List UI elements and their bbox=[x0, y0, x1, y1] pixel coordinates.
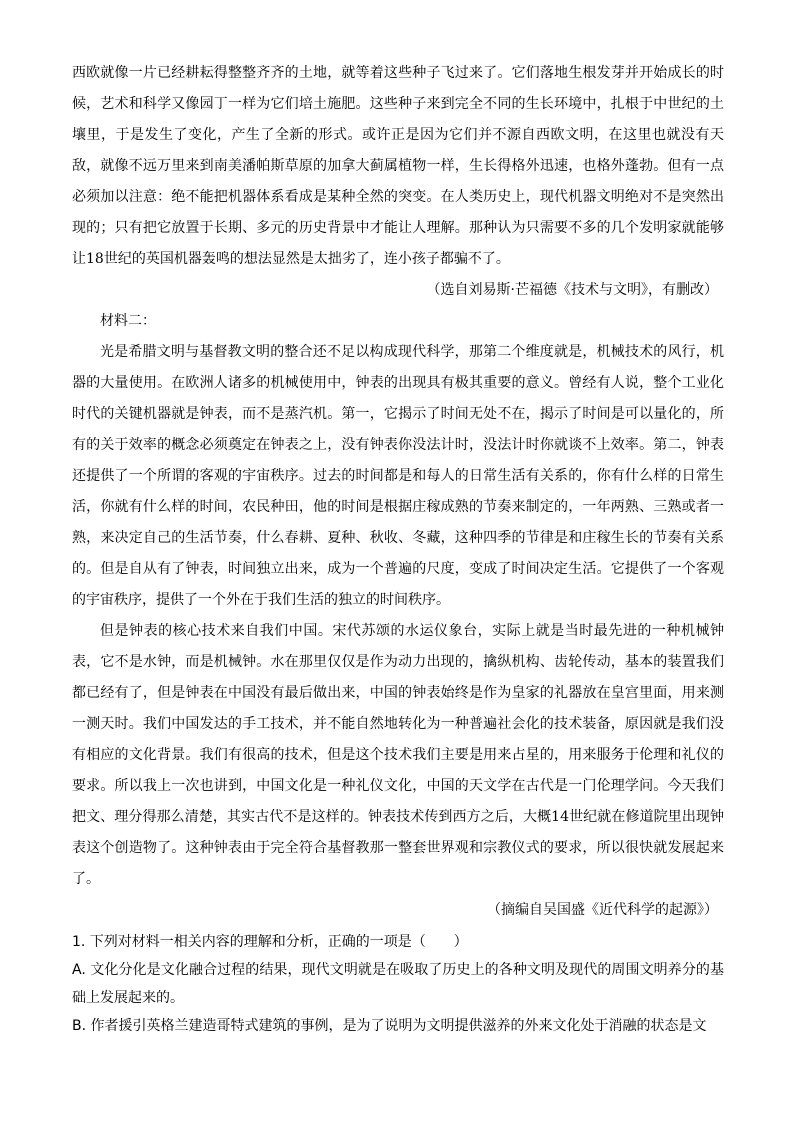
material2-paragraph-2: 但是钟表的核心技术来自我们中国。宋代苏颂的水运仪象台，实际上就是当时最先进的一种机械钟表，它不是水钟，而是机械钟。水在那里仅仅是作为动力出现的，擒纵机构、齿轮传动，基本的装置我们都已经有了，但是钟表在中国没有最后做出来，中国的钟表始终是作为皇家的礼器放在皇宫里面，用来测一测天时。我们中国发达的手工技术，并不能自然地转化为一种普遍社会化的技术装备，原因就是我们没有相应的文化背景。我们有很高的技术，但是这个技术我们主要是用来占星的，用来服务于伦理和礼仪的要求。所以我上一次也讲到，中国文化是一种礼仪文化，中国的天文学在古代是一门伦理学问。今天我们把文、理分得那么清楚，其实古代不是这样的。钟表技术传到西方之后，大概14世纪就在修道院里出现钟表这个创造物了。这种钟表由于完全符合基督教那一整套世界观和宗教仪式的要求，所以很快就发展起来了。 bbox=[72, 623, 724, 887]
question-1-option-b: B. 作者援引英格兰建造哥特式建筑的事例，是为了说明为文明提供滋养的外来文化处于消融的状态是文 bbox=[72, 1018, 707, 1034]
material1-paragraph-end: 西欧就像一片已经耕耘得整整齐齐的土地，就等着这些种子飞过来了。它们落地生根发芽并开始成长的时候，艺术和科学又像园丁一样为它们培土施肥。这些种子来到完全不同的生长环境中，扎根于中世纪的土壤里，于是发生了变化，产生了全新的形式。或许正是因为它们并不源自西欧文明，在这里也就没有天敌，就像不远万里来到南美潘帕斯草原的加拿大蓟属植物一样，生长得格外迅速，也格外蓬勃。但有一点必须加以注意：绝不能把机器体系看成是某种全然的突变。在人类历史上，现代机器文明绝对不是突然出现的；只有把它放置于长期、多元的历史背景中才能让人理解。那种认为只需要不多的几个发明家就能够让18世纪的英国机器轰鸣的想法显然是太拙劣了，连小孩子都骗不了。 bbox=[72, 65, 724, 267]
question-1-option-a: A. 文化分化是文化融合过程的结果，现代文明就是在吸取了历史上的各种文明及现代的周围文明养分的基础上发展起来的。 bbox=[72, 962, 724, 1006]
question-1-stem: 1. 下列对材料一相关内容的理解和分析，正确的一项是（ ） bbox=[72, 934, 468, 950]
material2-paragraph-1: 光是希腊文明与基督教文明的整合还不足以构成现代科学，那第二个维度就是，机械技术的风行，机器的大量使用。在欧洲人诸多的机械使用中，钟表的出现具有极其重要的意义。曾经有人说，整个工业化时代的关键机器就是钟表，而不是蒸汽机。第一，它揭示了时间无处不在，揭示了时间是可以量化的，所有的关于效率的概念必须奠定在钟表之上，没有钟表你没法计时，没法计时你就谈不上效率。第二，钟表还提供了一个所谓的客观的宇宙秩序。过去的时间都是和每人的日常生活有关系的，你有什么样的日常生活，你就有什么样的时间，农民种田，他的时间是根据庄稼成熟的节奏来制定的，一年两熟、三熟或者一熟，来决定自己的生活节奏，什么春耕、夏种、秋收、冬藏，这种四季的节律是和庄稼生长的节奏有关系的。但是自从有了钟表，时间独立出来，成为一个普遍的尺度，变成了时间决定生活。它提供了一个客观的宇宙秩序，提供了一个外在于我们生活的独立的时间秩序。 bbox=[72, 344, 724, 608]
material2-label: 材料二： bbox=[100, 313, 156, 329]
material2-source: （摘编自吴国盛《近代科学的起源》） bbox=[487, 902, 718, 918]
material1-source: （选自刘易斯·芒福德《技术与文明》，有删改） bbox=[426, 282, 718, 298]
document-page bbox=[72, 58, 724, 1040]
